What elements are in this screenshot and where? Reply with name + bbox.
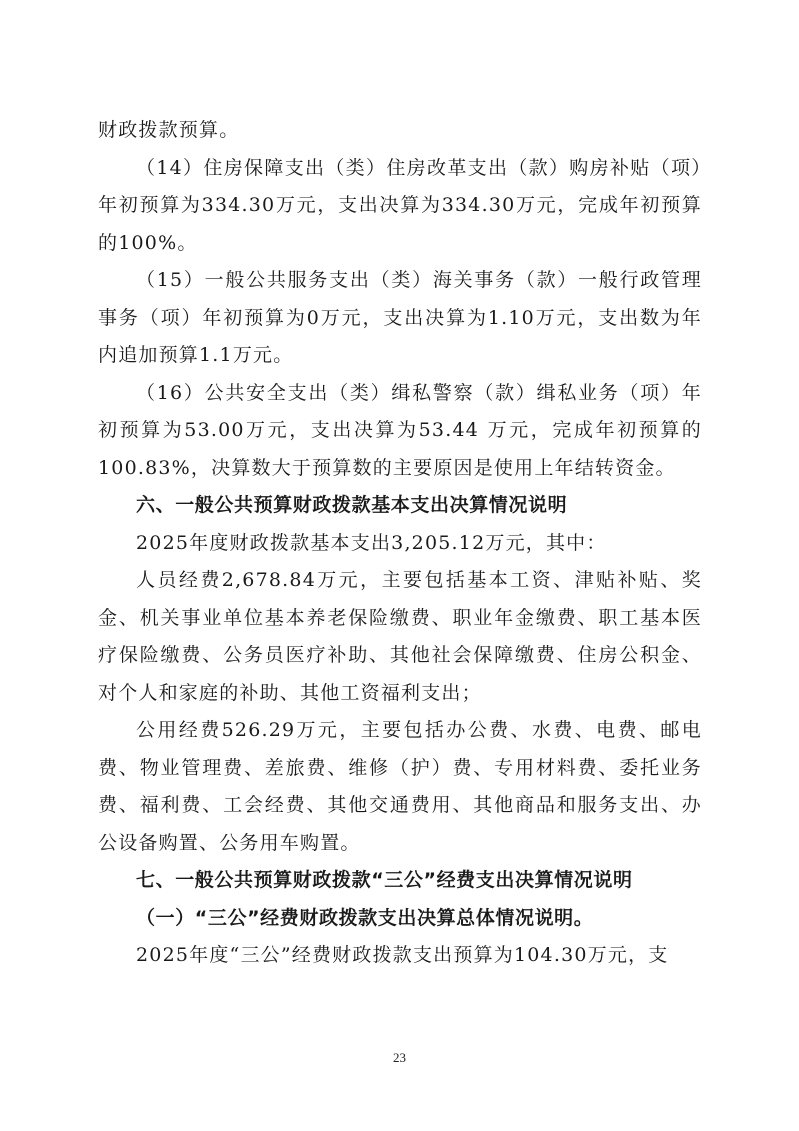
- paragraph-item-14: （14）住房保障支出（类）住房改革支出（款）购房补贴（项）年初预算为334.30万元，支出决算为334.30万元，完成年初预算的100%。: [98, 156, 702, 254]
- paragraph-continuation: 财政拨款预算。: [98, 119, 240, 141]
- document-page: [98, 112, 702, 975]
- paragraph-item-16: （16）公共安全支出（类）缉私警察（款）缉私业务（项）年初预算为53.00万元，支出决算为53.44 万元，完成年初预算的100.83%，决算数大于预算数的主要原因是使用上年结转资金。: [98, 381, 702, 479]
- section-heading-7: 七、一般公共预算财政拨款“三公”经费支出决算情况说明: [136, 869, 633, 891]
- subsection-heading-7-1: （一）“三公”经费财政拨款支出决算总体情况说明。: [136, 906, 594, 929]
- paragraph-basic-expenditure: 2025年度财政拨款基本支出3,205.12万元，其中：: [136, 531, 607, 554]
- paragraph-item-15: （15）一般公共服务支出（类）海关事务（款）一般行政管理事务（项）年初预算为0万元，支出决算为1.10万元，支出数为年内追加预算1.1万元。: [98, 269, 702, 366]
- section-heading-6: 六、一般公共预算财政拨款基本支出决算情况说明: [136, 494, 568, 516]
- paragraph-public-expenses: 公用经费526.29万元，主要包括办公费、水费、电费、邮电费、物业管理费、差旅费、维修（护）费、专用材料费、委托业务费、福利费、工会经费、其他交通费用、其他商品和服务支出、办公设备购置、公务用车购置。: [98, 719, 702, 854]
- page-number: 23: [393, 1050, 406, 1065]
- paragraph-three-public-budget: 2025年度“三公”经费财政拨款支出预算为104.30万元，支: [136, 944, 669, 966]
- paragraph-personnel-expenses: 人员经费2,678.84万元，主要包括基本工资、津贴补贴、奖金、机关事业单位基本养老保险缴费、职业年金缴费、职工基本医疗保险缴费、公务员医疗补助、其他社会保障缴费、住房公积金、对个人和家庭的补助、其他工资福利支出；: [98, 569, 702, 704]
